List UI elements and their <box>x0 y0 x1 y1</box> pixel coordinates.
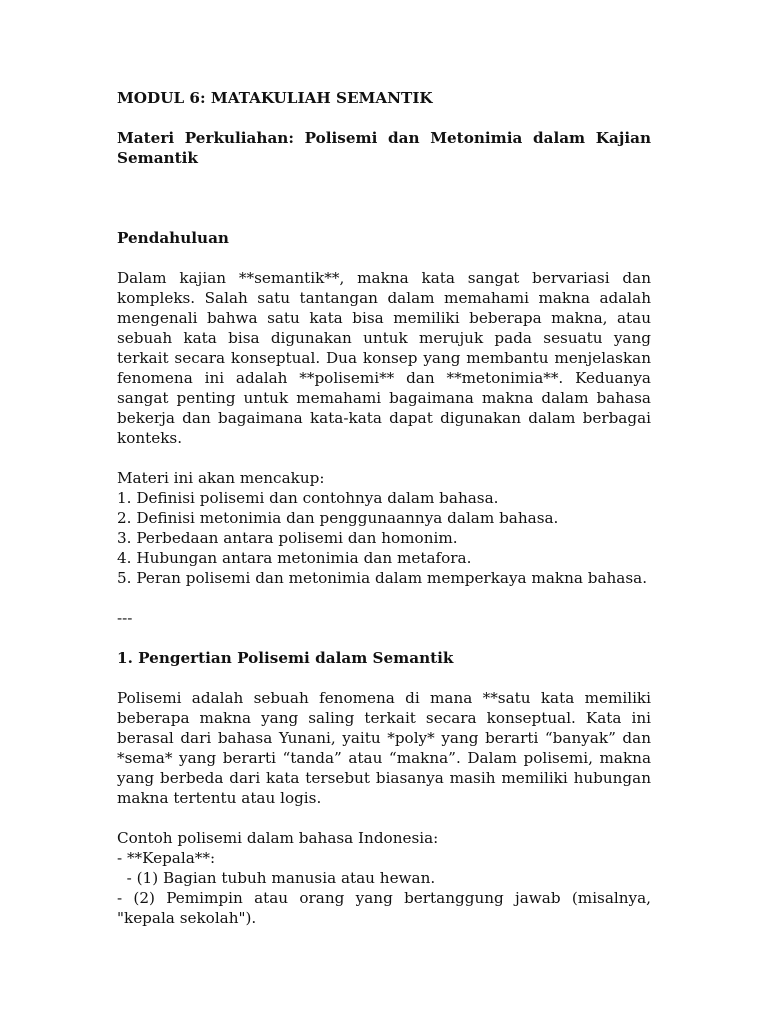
document-page <box>117 88 651 928</box>
section1-paragraph: Polisemi adalah sebuah fenomena di mana **satu kata memiliki beberapa makna yang saling terkait secara konseptual. Kata ini berasal dari bahasa Yunani, yaitu *poly* yang berarti “banyak” dan *sema* yang berarti “tanda” atau “makna”. Dalam polisemi, makna yang berbeda dari kata tersebut biasanya masih memiliki hubungan makna tertentu atau logis. <box>117 689 651 807</box>
examples-title: Contoh polisemi dalam bahasa Indonesia: <box>117 829 439 847</box>
topics-list-title: Materi ini akan mencakup: <box>117 469 325 487</box>
example-sense-2: - (2) Pemimpin atau orang yang bertanggung jawab (misalnya, "kepala sekolah"). <box>117 889 651 927</box>
intro-paragraph: Dalam kajian **semantik**, makna kata sangat bervariasi dan kompleks. Salah satu tantangan dalam memahami makna adalah mengenali bahwa satu kata bisa memiliki beberapa makna, atau sebuah kata bisa digunakan untuk merujuk pada sesuatu yang terkait secara konseptual. Dua konsep yang membantu menjelaskan fenomena ini adalah **polisemi** dan **metonimia**. Keduanya sangat penting untuk memahami bagaimana makna dalam bahasa bekerja dan bagaimana kata-kata dapat digunakan dalam berbagai konteks. <box>117 269 651 447</box>
intro-heading: Pendahuluan <box>117 229 229 247</box>
list-item: 3. Perbedaan antara polisemi dan homonim. <box>117 529 458 547</box>
subtitle: Materi Perkuliahan: Polisemi dan Metonimia dalam Kajian Semantik <box>117 129 651 167</box>
examples-block <box>117 828 651 928</box>
topics-list <box>117 468 651 588</box>
list-item: 1. Definisi polisemi dan contohnya dalam bahasa. <box>117 489 499 507</box>
list-item: 2. Definisi metonimia dan penggunaannya dalam bahasa. <box>117 509 559 527</box>
example-word: - **Kepala**: <box>117 849 216 867</box>
section1-heading: 1. Pengertian Polisemi dalam Semantik <box>117 649 454 667</box>
list-item: 4. Hubungan antara metonimia dan metafora. <box>117 549 472 567</box>
section-separator: --- <box>117 609 133 627</box>
list-item: 5. Peran polisemi dan metonimia dalam memperkaya makna bahasa. <box>117 569 648 587</box>
module-title: MODUL 6: MATAKULIAH SEMANTIK <box>117 89 433 107</box>
example-sense-1: - (1) Bagian tubuh manusia atau hewan. <box>117 869 436 887</box>
